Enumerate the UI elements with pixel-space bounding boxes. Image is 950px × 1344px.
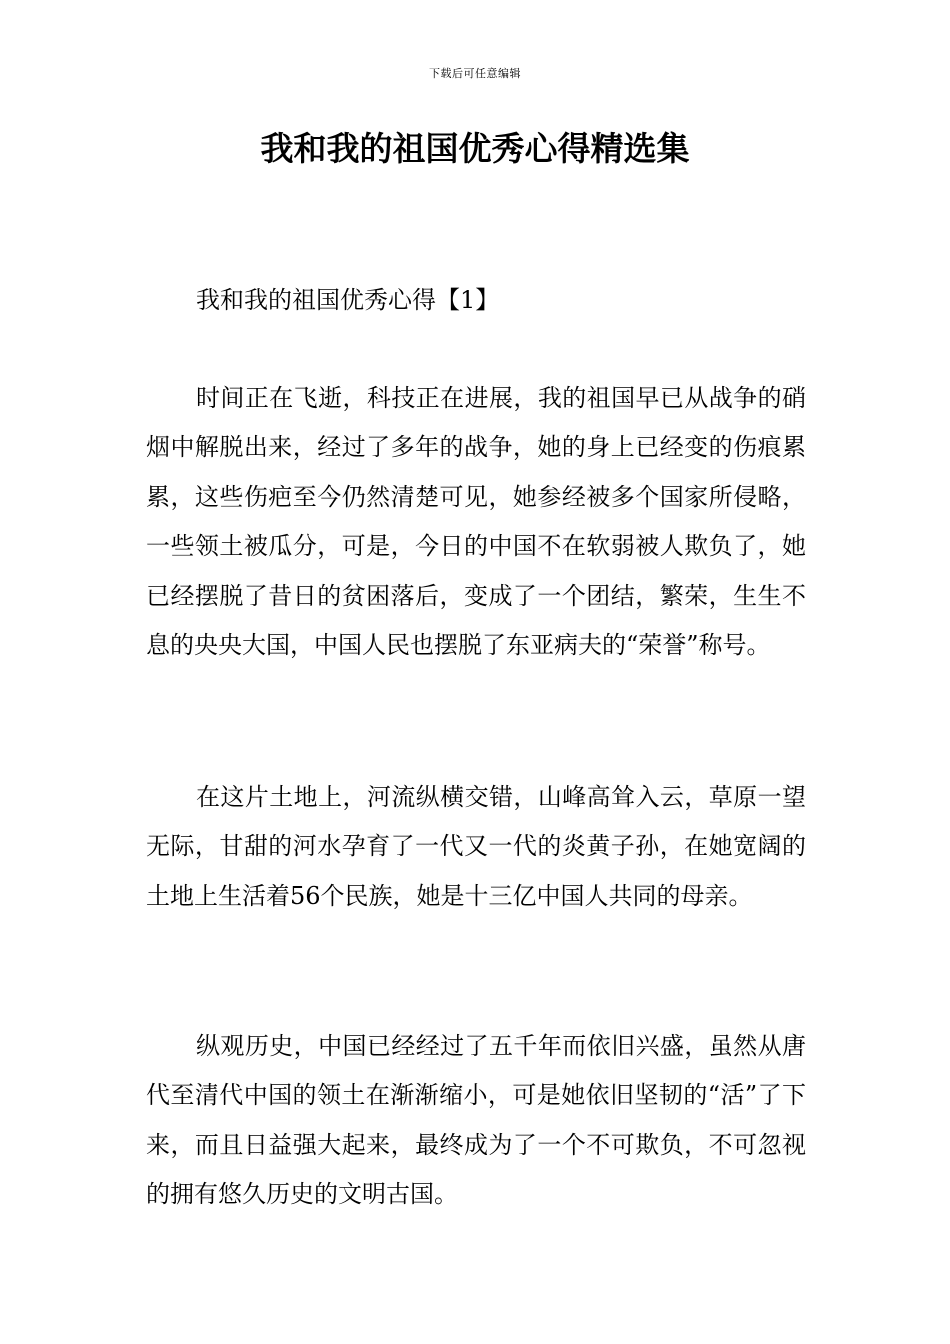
paragraph: 在这片土地上，河流纵横交错，山峰高耸入云，草原一望无际，甘甜的河水孕育了一代又一代的炎黄子孙，在她宽阔的土地上生活着56个民族，她是十三亿中国人共同的母亲。 [146, 783, 806, 910]
section-heading: 我和我的祖国优秀心得【1】 [196, 286, 500, 314]
header-note: 下载后可任意编辑 [429, 67, 521, 80]
document-title: 我和我的祖国优秀心得精选集 [260, 129, 690, 168]
paragraph: 纵观历史，中国已经经过了五千年而依旧兴盛，虽然从唐代至清代中国的领土在渐渐缩小，可是她依旧坚韧的“活”了下来，而且日益强大起来，最终成为了一个不可欺负，不可忽视的拥有悠久历史的文明古国。 [146, 1032, 806, 1209]
paragraph: 时间正在飞逝，科技正在进展，我的祖国早已从战争的硝烟中解脱出来，经过了多年的战争，她的身上已经变的伤痕累累，这些伤疤至今仍然清楚可见，她参经被多个国家所侵略，一些领土被瓜分，可是，今日的中国不在软弱被人欺负了，她已经摆脱了昔日的贫困落后，变成了一个团结，繁荣，生生不息的央央大国，中国人民也摆脱了东亚病夫的“荣誉”称号。 [146, 384, 806, 660]
